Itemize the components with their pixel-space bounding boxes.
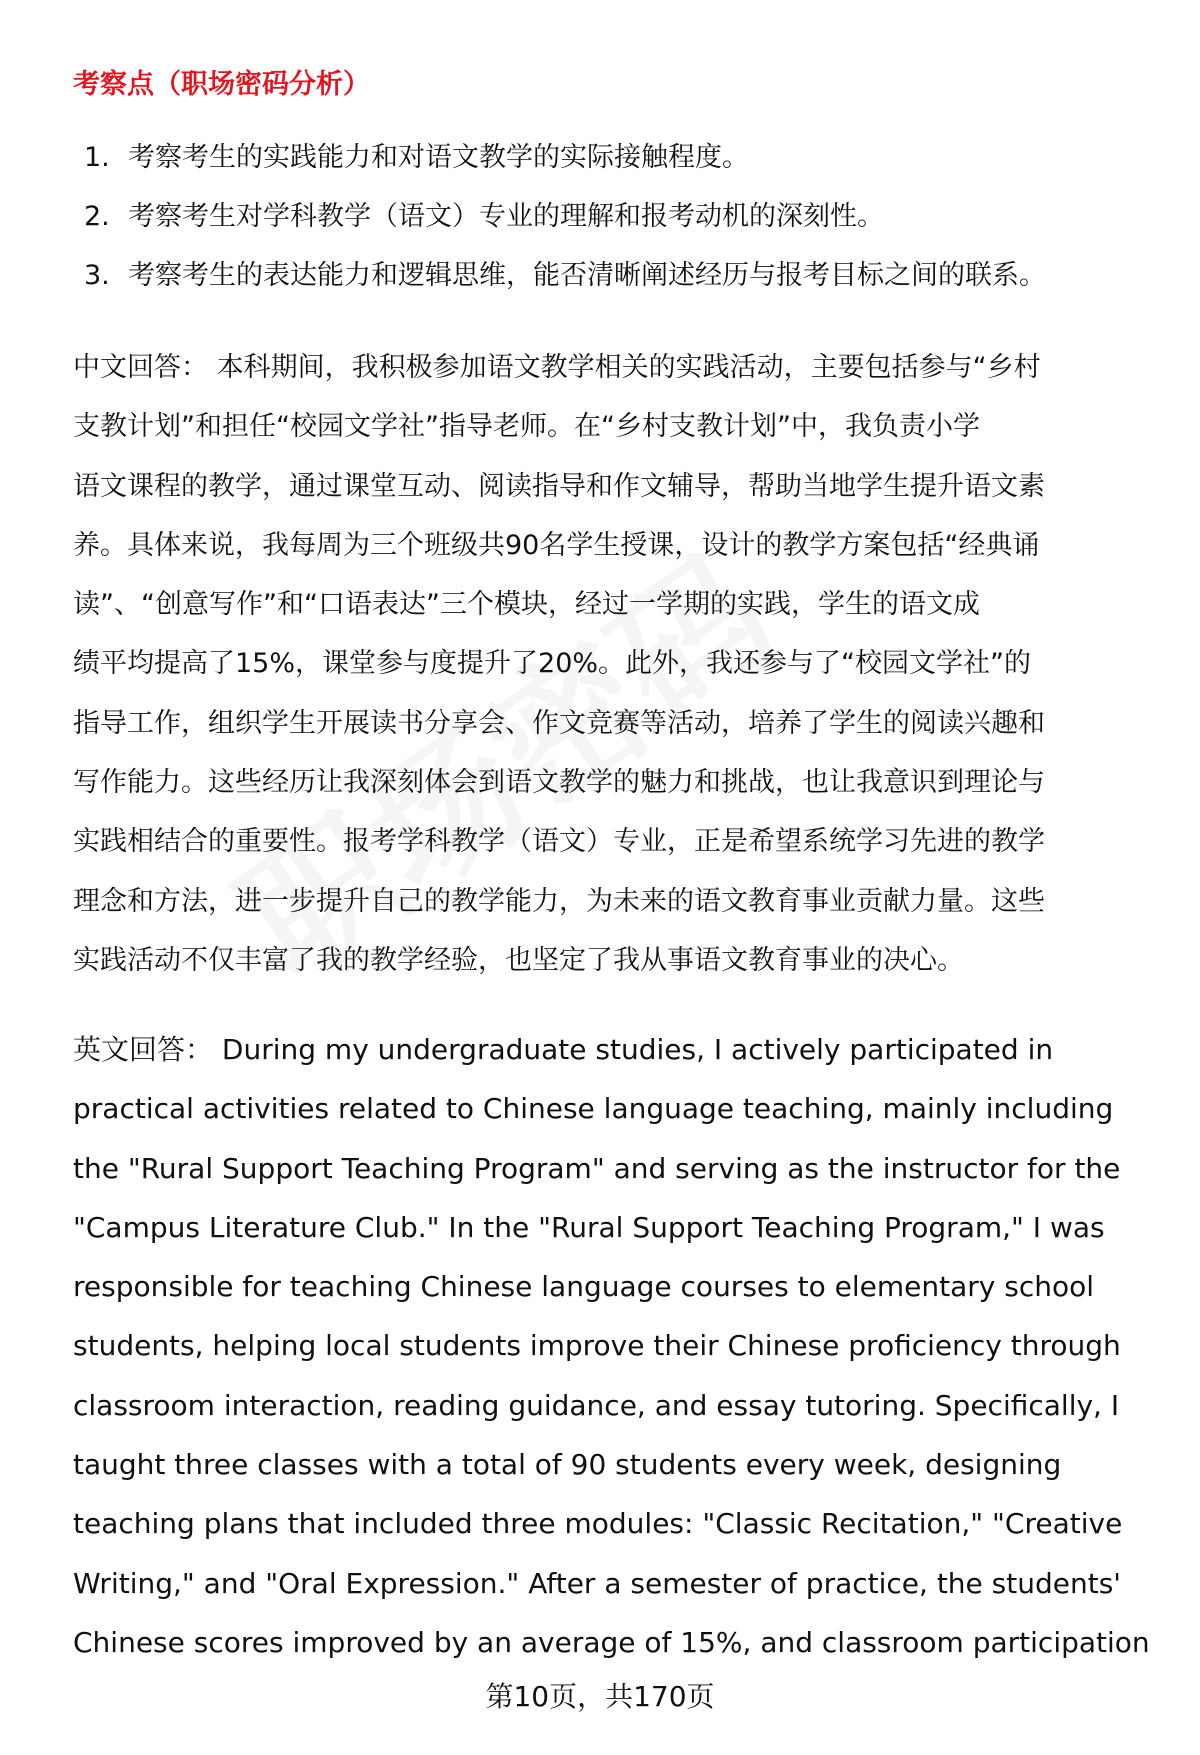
paragraph-line: 中文回答： 本科期间，我积极参加语文教学相关的实践活动，主要包括参与“乡村 [73,352,1041,383]
paragraph-line: teaching plans that included three modules: "Classic Recitation," "Creative [73,1507,1123,1541]
paragraph-line: 养。具体来说，我每周为三个班级共90名学生授课，设计的教学方案包括“经典诵 [73,529,1040,561]
paragraph-line: 理念和方法，进一步提升自己的教学能力，为未来的语文教育事业贡献力量。这些 [73,885,1045,917]
paragraph-line: practical activities related to Chinese language teaching, mainly including [73,1092,1114,1126]
item-number: 3. [84,260,110,291]
item-text: 考察考生的表达能力和逻辑思维，能否清晰阐述经历与报考目标之间的联系。 [128,260,1046,291]
paragraph-line: the "Rural Support Teaching Program" and serving as the instructor for the [73,1151,1121,1185]
list-item [84,138,1046,197]
paragraph-line: "Campus Literature Club." In the "Rural Support Teaching Program," I was [73,1210,1105,1244]
english-answer-paragraph [73,1030,1150,1682]
paragraph-line: students, helping local students improve their Chinese proficiency through [73,1329,1121,1363]
item-text: 考察考生的实践能力和对语文教学的实际接触程度。 [128,142,749,173]
assessment-points-list [84,138,1046,315]
paragraph-line: 实践活动不仅丰富了我的教学经验，也坚定了我从事语文教育事业的决心。 [73,944,964,976]
paragraph-line: Chinese scores improved by an average of 15%, and classroom participation [73,1625,1150,1659]
item-text: 考察考生对学科教学（语文）专业的理解和报考动机的深刻性。 [128,201,884,232]
item-number: 2. [84,201,110,232]
paragraph-line: responsible for teaching Chinese language courses to elementary school [73,1270,1095,1304]
paragraph-line: 英文回答： During my undergraduate studies, I actively participated in [73,1033,1054,1066]
paragraph-line: taught three classes with a total of 90 students every week, designing [73,1448,1062,1482]
paragraph-line: 指导工作，组织学生开展读书分享会、作文竞赛等活动，培养了学生的阅读兴趣和 [73,707,1045,739]
paragraph-line: classroom interaction, reading guidance, and essay tutoring. Specifically, I [73,1388,1120,1422]
item-number: 1. [84,142,110,173]
page-number: 第10页，共170页 [485,1680,715,1713]
chinese-answer-paragraph [73,348,1045,1000]
list-item [84,256,1046,315]
paragraph-line: 写作能力。这些经历让我深刻体会到语文教学的魅力和挑战，也让我意识到理论与 [73,767,1045,799]
list-item [84,197,1046,256]
paragraph-line: 支教计划”和担任“校园文学社”指导老师。在“乡村支教计划”中，我负责小学 [73,411,980,443]
paragraph-line: Writing," and "Oral Expression." After a semester of practice, the students' [73,1566,1121,1600]
paragraph-line: 读”、“创意写作”和“口语表达”三个模块，经过一学期的实践，学生的语文成 [73,589,980,621]
section-title: 考察点（职场密码分析） [73,69,370,100]
paragraph-line: 实践相结合的重要性。报考学科教学（语文）专业，正是希望系统学习先进的教学 [73,826,1045,858]
paragraph-line: 语文课程的教学，通过课堂互动、阅读指导和作文辅导，帮助当地学生提升语文素 [73,470,1045,502]
paragraph-line: 绩平均提高了15%，课堂参与度提升了20%。此外，我还参与了“校园文学社”的 [73,648,1031,680]
